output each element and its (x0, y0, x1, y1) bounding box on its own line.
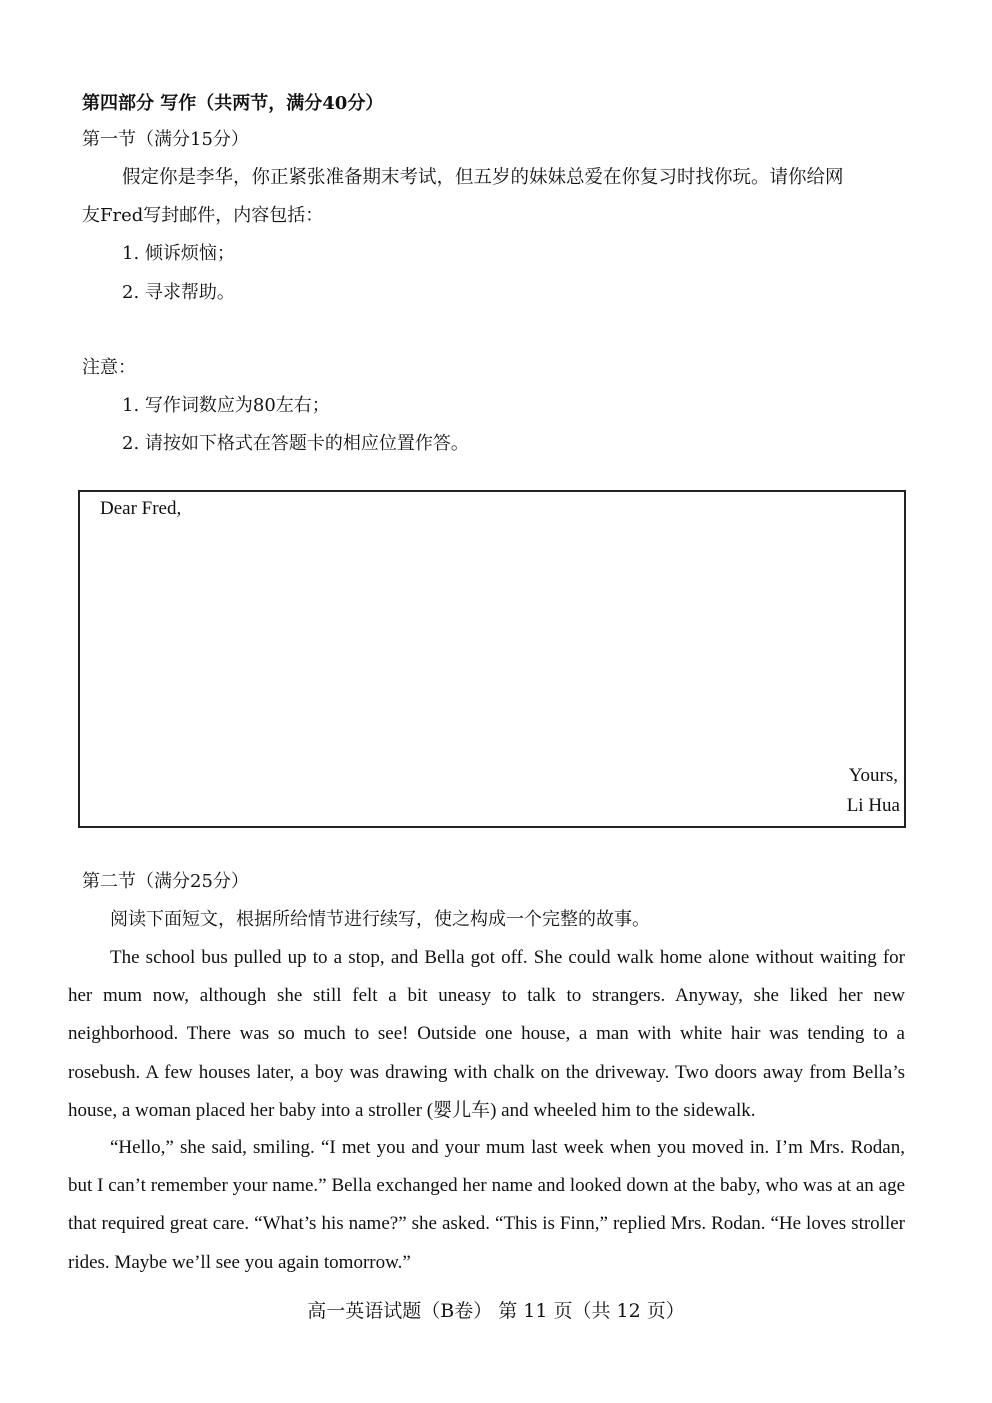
letter-closing: Yours, (848, 765, 898, 786)
letter-signature: Li Hua (846, 795, 900, 816)
note-label: 注意： (82, 357, 136, 378)
letter-answer-box (78, 490, 906, 828)
part-heading: 第四部分 写作（共两节，满分40分） (82, 93, 384, 114)
story-paragraph-2 (68, 1129, 905, 1282)
page-footer: 高一英语试题（B卷） 第 11 页（共 12 页） (307, 1300, 685, 1322)
content-item-1: 1. 倾诉烦恼； (122, 243, 235, 264)
section1-prompt-line2: 友Fred写封邮件，内容包括： (82, 205, 324, 226)
section2-instruction: 阅读下面短文，根据所给情节进行续写，使之构成一个完整的故事。 (110, 909, 650, 930)
note-item-1: 1. 写作词数应为80左右； (122, 395, 330, 416)
content-item-2: 2. 寻求帮助。 (122, 282, 235, 303)
letter-greeting: Dear Fred, (100, 498, 182, 519)
section1-prompt-line1: 假定你是李华，你正紧张准备期末考试，但五岁的妹妹总爱在你复习时找你玩。请你给网 (122, 167, 844, 188)
story-paragraph-2-text: “Hello,” she said, smiling. “I met you and your mum last week when you moved in. I’m Mrs. Rodan, but I can’t remember your name.” Bella exchanged her name and looked down at the baby, who was at an age that required great care. “What’s his name?” she asked. “This is Finn,” replied Mrs. Rodan. “He loves stroller rides. Maybe we’ll see you again tomorrow.” (68, 1137, 905, 1273)
story-paragraph-1 (68, 939, 905, 1130)
section1-heading: 第一节（满分15分） (82, 129, 249, 150)
note-item-2: 2. 请按如下格式在答题卡的相应位置作答。 (122, 433, 469, 454)
story-paragraph-1-text: The school bus pulled up to a stop, and Bella got off. She could walk home alone without waiting for her mum now, although she still felt a bit uneasy to talk to strangers. Anyway, she liked her new neighborhood. There was so much to see! Outside one house, a man with white hair was tending to a rosebush. A few houses later, a boy was drawing with chalk on the driveway. Two doors away from Bella’s house, a woman placed her baby into a stroller (婴儿车) and wheeled him to the sidewalk. (68, 947, 905, 1121)
section2-heading: 第二节（满分25分） (82, 871, 249, 892)
